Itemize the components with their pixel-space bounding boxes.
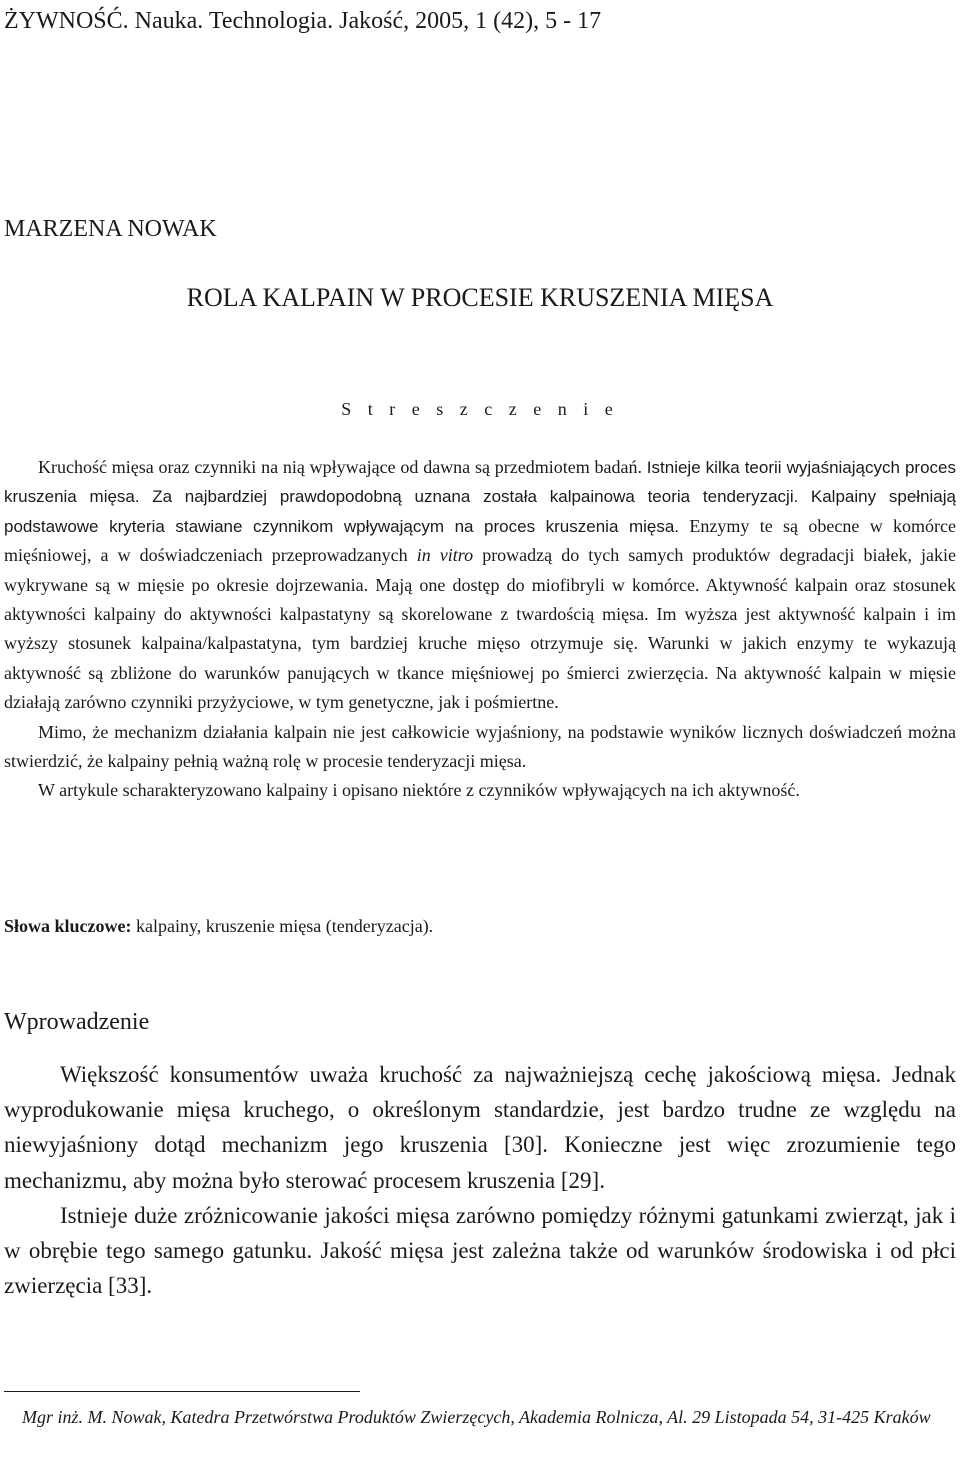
footnote-affiliation: Mgr inż. M. Nowak, Katedra Przetwórstwa Produktów Zwierzęcych, Akademia Rolnicza, Al. 29 Listopada 54, 31-425 Kraków — [22, 1407, 931, 1427]
keywords — [4, 913, 433, 939]
author-name: MARZENA NOWAK — [4, 216, 217, 242]
abstract-body — [4, 453, 956, 806]
abstract-heading: S t r e s z c z e n i e — [341, 399, 619, 419]
keywords-label: Słowa kluczowe: — [4, 916, 132, 936]
introduction-paragraph-2: Istnieje duże zróżnicowanie jakości mięsa zarówno pomiędzy różnymi gatunkami zwierząt, jak i w obrębie tego samego gatunku. Jakość mięsa jest zależna także od warunków środowiska i od płci zwierzęcia [33]. — [4, 1202, 956, 1299]
introduction-body — [4, 1057, 956, 1303]
abstract-paragraph-2: Mimo, że mechanizm działania kalpain nie jest całkowicie wyjaśniony, na podstawie wyników licznych doświadczeń można stwierdzić, że kalpainy pełnią ważną rolę w procesie tenderyzacji mięsa. — [4, 721, 956, 772]
abstract-sentence-5: Enzymy te są obecne w komórce mięśniowej, a w doświadczeniach przeprowadzanych — [4, 515, 957, 566]
footnote-divider — [4, 1391, 360, 1392]
abstract-paragraph-3: W artykule scharakteryzowano kalpainy i opisano niektóre z czynników wpływających na ich aktywność. — [38, 780, 800, 801]
abstract-paragraph-1 — [4, 453, 956, 718]
abstract-sentence-4: Kalpainy spełniają podstawowe kryteria stawiane czynnikom wpływającym na proces kruszenia mięsa. — [4, 487, 956, 536]
abstract-sentence-3: Za najbardziej prawdopodobną uznana została kalpainowa teoria tenderyzacji. — [152, 487, 799, 507]
keywords-value: kalpainy, kruszenie mięsa (tenderyzacja). — [136, 916, 434, 936]
abstract-italic-term: in vitro — [416, 545, 474, 566]
abstract-sentence-6: prowadzą do tych samych produktów degradacji białek, jakie wykrywane są w mięsie po okresie dojrzewania. Mają one dostęp do miofibryli w komórce. Aktywność kalpain oraz stosunek aktywności kalpainy do aktywności kalpastatyny są skorelowane z twardością mięsa. Im wyższa jest aktywność kalpain i im wyższy stosunek kalpaina/kalpastatyna, tym bardziej kruche mięso otrzymuje się. Warunki w jakich enzymy te wykazują aktywność są zbliżone do warunków panujących w tkance mięśniowej po śmierci zwierzęcia. Na aktywność kalpain w mięsie działają zarówno czynniki przyżyciowe, w tym genetyczne, jak i pośmiertne. — [4, 545, 957, 713]
section-heading-introduction: Wprowadzenie — [4, 1009, 150, 1035]
journal-header: ŻYWNOŚĆ. Nauka. Technologia. Jakość, 2005, 1 (42), 5 - 17 — [4, 8, 602, 34]
article-title: ROLA KALPAIN W PROCESIE KRUSZENIA MIĘSA — [186, 283, 774, 312]
abstract-sentence-2: Istnieje kilka teorii wyjaśniających proces kruszenia mięsa. — [4, 458, 956, 507]
introduction-paragraph-1: Większość konsumentów uważa kruchość za najważniejszą cechę jakościową mięsa. Jednak wyprodukowanie mięsa kruchego, o określonym standardzie, jest bardzo trudne ze względu na niewyjaśniony dotąd mechanizm jego kruszenia [30]. Konieczne jest więc zrozumienie tego mechanizmu, aby można było sterować procesem kruszenia [29]. — [4, 1062, 956, 1193]
abstract-sentence-1: Kruchość mięsa oraz czynniki na nią wpływające od dawna są przedmiotem badań. — [38, 457, 642, 477]
